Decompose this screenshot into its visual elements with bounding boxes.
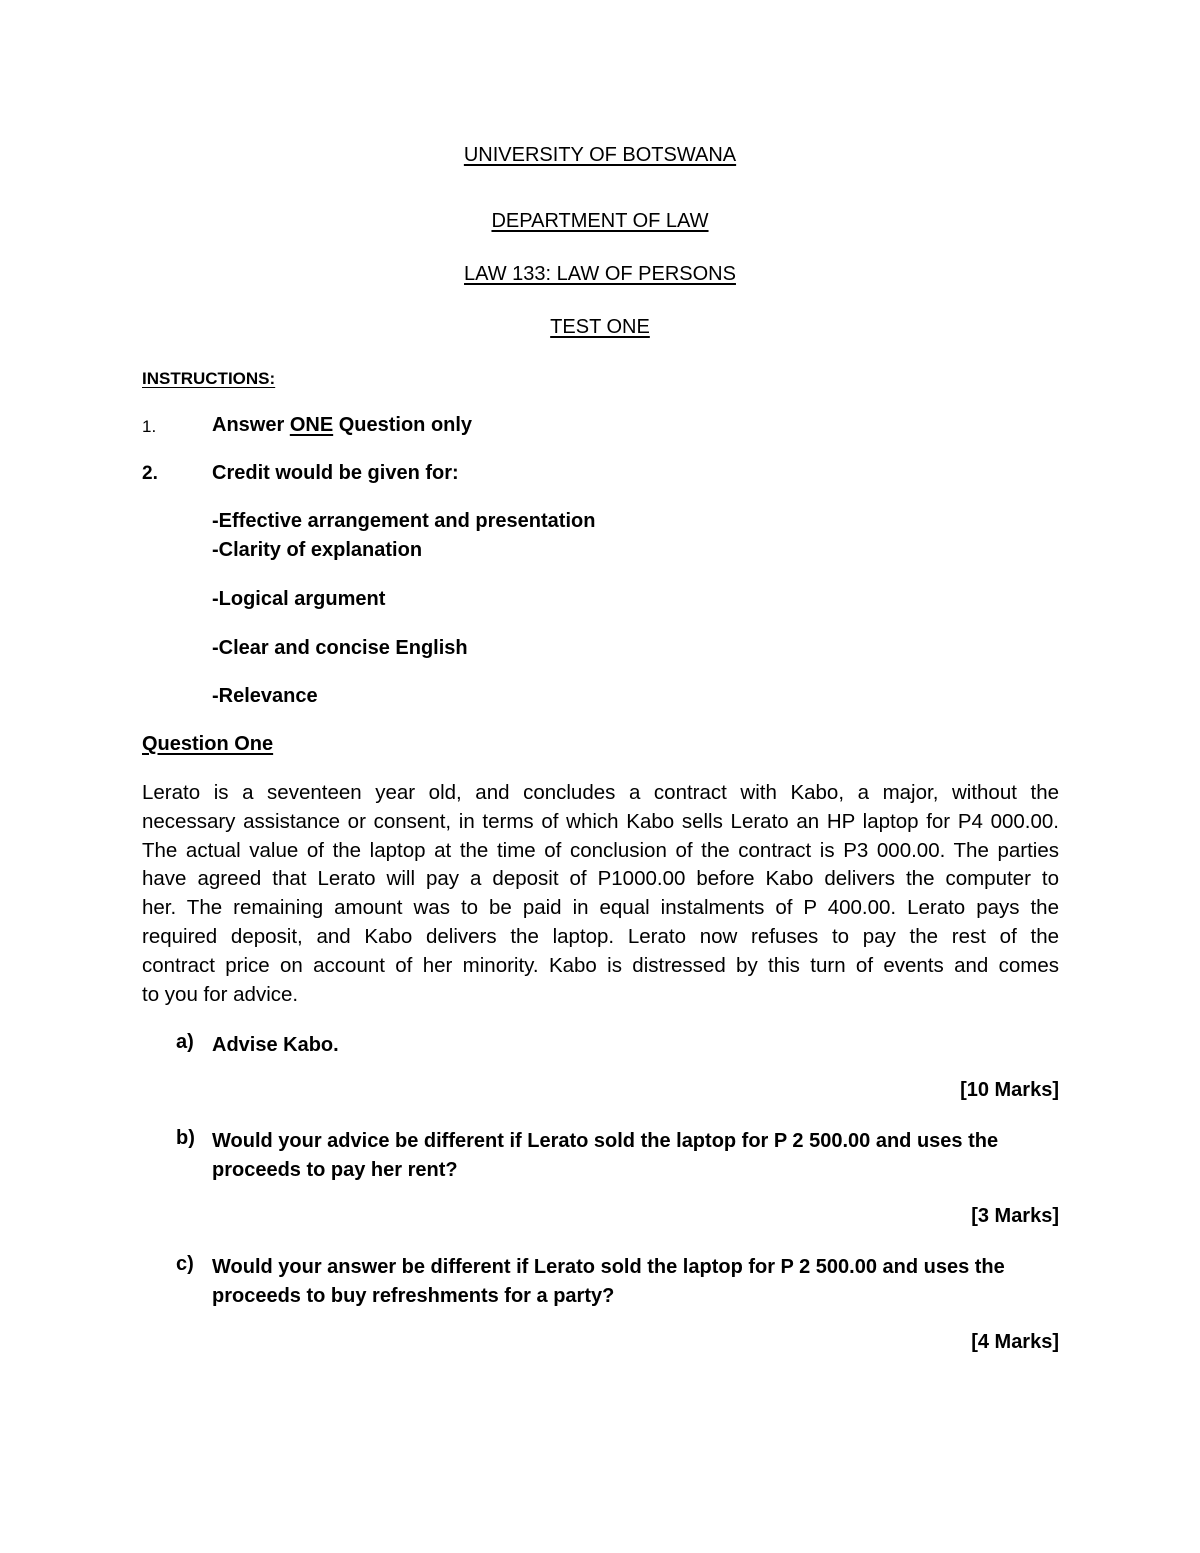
scenario-line: necessary assistance or consent, in terms of which Kabo sells Lerato an HP laptop for P4 000.00. [142,809,1059,833]
part-b-marks: [3 Marks] [971,1205,1059,1227]
part-c-text-line1: Would your answer be different if Lerato sold the laptop for P 2 500.00 and uses the [212,1256,1005,1278]
part-c-text-line2: proceeds to buy refreshments for a party? [212,1285,615,1307]
course-title: LAW 133: LAW OF PERSONS [464,263,736,285]
scenario-line: Lerato is a seventeen year old, and concludes a contract with Kabo, a major, without the [142,781,1059,804]
university-title: UNIVERSITY OF BOTSWANA [463,144,737,166]
scenario-line: contract price on account of her minority. Kabo is distressed by this turn of events and comes [142,953,1059,977]
criterion-item: -Clear and concise English [212,637,468,659]
criterion-item: -Relevance [212,685,318,707]
question-title: Question One [142,733,274,755]
question-scenario [142,779,1059,1009]
part-b-text-line2: proceeds to pay her rent? [212,1159,458,1181]
instruction-item-1: Answer ONE Question only [212,414,473,436]
test-title: TEST ONE [550,316,650,338]
scenario-line: required deposit, and Kabo delivers the laptop. Lerato now refuses to pay the rest of the [142,924,1059,948]
criterion-item: -Logical argument [212,588,386,610]
part-a-marks: [10 Marks] [960,1079,1059,1101]
scenario-line: The actual value of the laptop at the time of conclusion of the contract is P3 000.00. The parties [142,838,1059,862]
part-b-text-line1: Would your advice be different if Lerato sold the laptop for P 2 500.00 and uses the [212,1130,999,1152]
part-b-label: b) [176,1127,195,1149]
department-title: DEPARTMENT OF LAW [491,210,709,232]
instruction-number-2: 2. [142,463,158,484]
scenario-line: to you for advice. [142,982,299,1006]
instruction-number-1: 1. [142,417,157,436]
criterion-item: -Effective arrangement and presentation [212,510,596,532]
part-a-text: Advise Kabo. [212,1034,339,1056]
instruction-item-2: Credit would be given for: [212,462,459,484]
instructions-heading: INSTRUCTIONS: [142,369,276,388]
part-c-label: c) [176,1253,194,1275]
emphasis-one: ONE [289,414,334,436]
part-a-label: a) [176,1031,194,1053]
criterion-item: -Clarity of explanation [212,539,423,561]
part-c-marks: [4 Marks] [971,1331,1059,1353]
scenario-line: her. The remaining amount was to be paid in equal instalments of P 400.00. Lerato pays the [142,896,1059,920]
scenario-line: have agreed that Lerato will pay a deposit of P1000.00 before Kabo delivers the computer to [142,867,1059,891]
